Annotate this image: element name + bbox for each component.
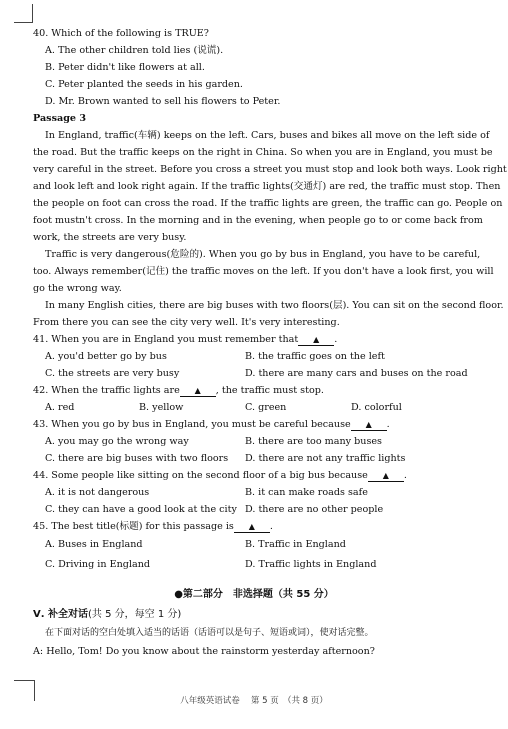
q42-option-d: D. colorful [351,402,402,413]
q44-option-a: A. it is not dangerous [45,487,150,498]
q43-stem: 43. When you go by bus in England, you must be careful because ▲ . [33,419,390,430]
section-five-heading [33,606,181,623]
q44-option-c: C. they can have a good look at the city [45,504,237,515]
passage-line: the people on foot can cross the road. If the traffic lights are green, the traffic can go. People on [33,198,503,209]
q45-options-row [33,535,475,555]
q43-option-c: C. there are big buses with two floors [45,453,229,464]
part-two-heading: ●第二部分 非选择题（共 55 分） [174,589,334,600]
q40-option-b: B. Peter didn't like flowers at all. [45,62,205,73]
q40-option-a: A. The other children told lies (说谎). [45,45,224,56]
q42-stem: 42. When the traffic lights are ▲ , the traffic must stop. [33,385,324,396]
q41-options-row [33,348,475,365]
q43-option-d: D. there are not any traffic lights [245,453,406,464]
q45-option-c: C. Driving in England [45,559,151,570]
q41-stem: 41. When you are in England you must remember that ▲ . [33,334,338,345]
q41-option-a: A. you'd better go by bus [45,351,167,362]
answer-blank: ▲ [351,420,387,431]
answer-blank: ▲ [180,386,216,397]
dialogue-line-a: A: Hello, Tom! Do you know about the rainstorm yesterday afternoon? [33,646,375,657]
q45-options-row [33,555,475,575]
answer-blank: ▲ [234,522,270,533]
q42-options-row [33,399,475,416]
answer-blank: ▲ [368,471,404,482]
q43-option-b: B. there are too many buses [245,436,382,447]
q42-option-c: C. green [245,402,287,413]
q42-option-b: B. yellow [139,402,184,413]
q44-option-d: D. there are no other people [245,504,384,515]
passage-line: very careful in the street. Before you cross a street you must stop and look both ways. Look right [33,164,507,175]
q45-option-d: D. Traffic lights in England [245,559,377,570]
q45-option-b: B. Traffic in England [245,539,346,550]
q45-stem: 45. The best title(标题) for this passage is ▲ . [33,521,273,532]
exam-page [33,25,507,575]
section-instruction: 在下面对话的空白处填入适当的话语（话语可以是句子、短语或词），使对话完整。 [45,628,374,638]
passage-line: From there you can see the city very well. It's very interesting. [33,317,340,328]
q44-stem: 44. Some people like sitting on the second floor of a big bus because ▲ . [33,470,407,481]
q43-options-row [33,433,475,450]
section-five-score: (共 5 分，每空 1 分) [88,609,182,620]
passage-line: foot mustn't cross. In the morning and in the evening, when people go to or come back from [33,215,483,226]
q40-option-c: C. Peter planted the seeds in his garden. [45,79,243,90]
passage-line: work, the streets are very busy. [33,232,187,243]
q44-option-b: B. it can make roads safe [245,487,368,498]
q40-option-d: D. Mr. Brown wanted to sell his flowers to Peter. [45,96,281,107]
section-five-title: Ⅴ. 补全对话 [33,609,89,620]
q43-option-a: A. you may go the wrong way [45,436,189,447]
passage-line: Traffic is very dangerous(危险的). When you go by bus in England, you have to be careful, [45,249,481,260]
q41-option-b: B. the traffic goes on the left [245,351,385,362]
q44-options-row [33,501,475,518]
q45-option-a: A. Buses in England [45,539,143,550]
crop-mark-top [14,4,33,23]
passage-line: the road. But the traffic keeps on the right in China. So when you are in England, you must be [33,147,493,158]
q43-options-row [33,450,475,467]
passage-title: Passage 3 [33,113,87,124]
q44-options-row [33,484,475,501]
q41-option-d: D. there are many cars and buses on the road [245,368,468,379]
answer-blank: ▲ [298,335,334,346]
passage-line: In England, traffic(车辆) keeps on the left. Cars, buses and bikes all move on the left side of [45,130,490,141]
page-footer: 八年级英语试卷 第 5 页 （共 8 页） [180,696,328,706]
passage-line: and look left and look right again. If the traffic lights(交通灯) are red, the traffic must stop. Then [33,181,501,192]
q41-options-row [33,365,475,382]
q41-option-c: C. the streets are very busy [45,368,180,379]
q40-stem: 40. Which of the following is TRUE? [33,28,209,39]
passage-line: go the wrong way. [33,283,122,294]
passage-line: In many English cities, there are big buses with two floors(层). You can sit on the second floor. [45,300,504,311]
passage-line: too. Always remember(记住) the traffic moves on the left. If you don't have a look first, you will [33,266,494,277]
q42-option-a: A. red [45,402,75,413]
